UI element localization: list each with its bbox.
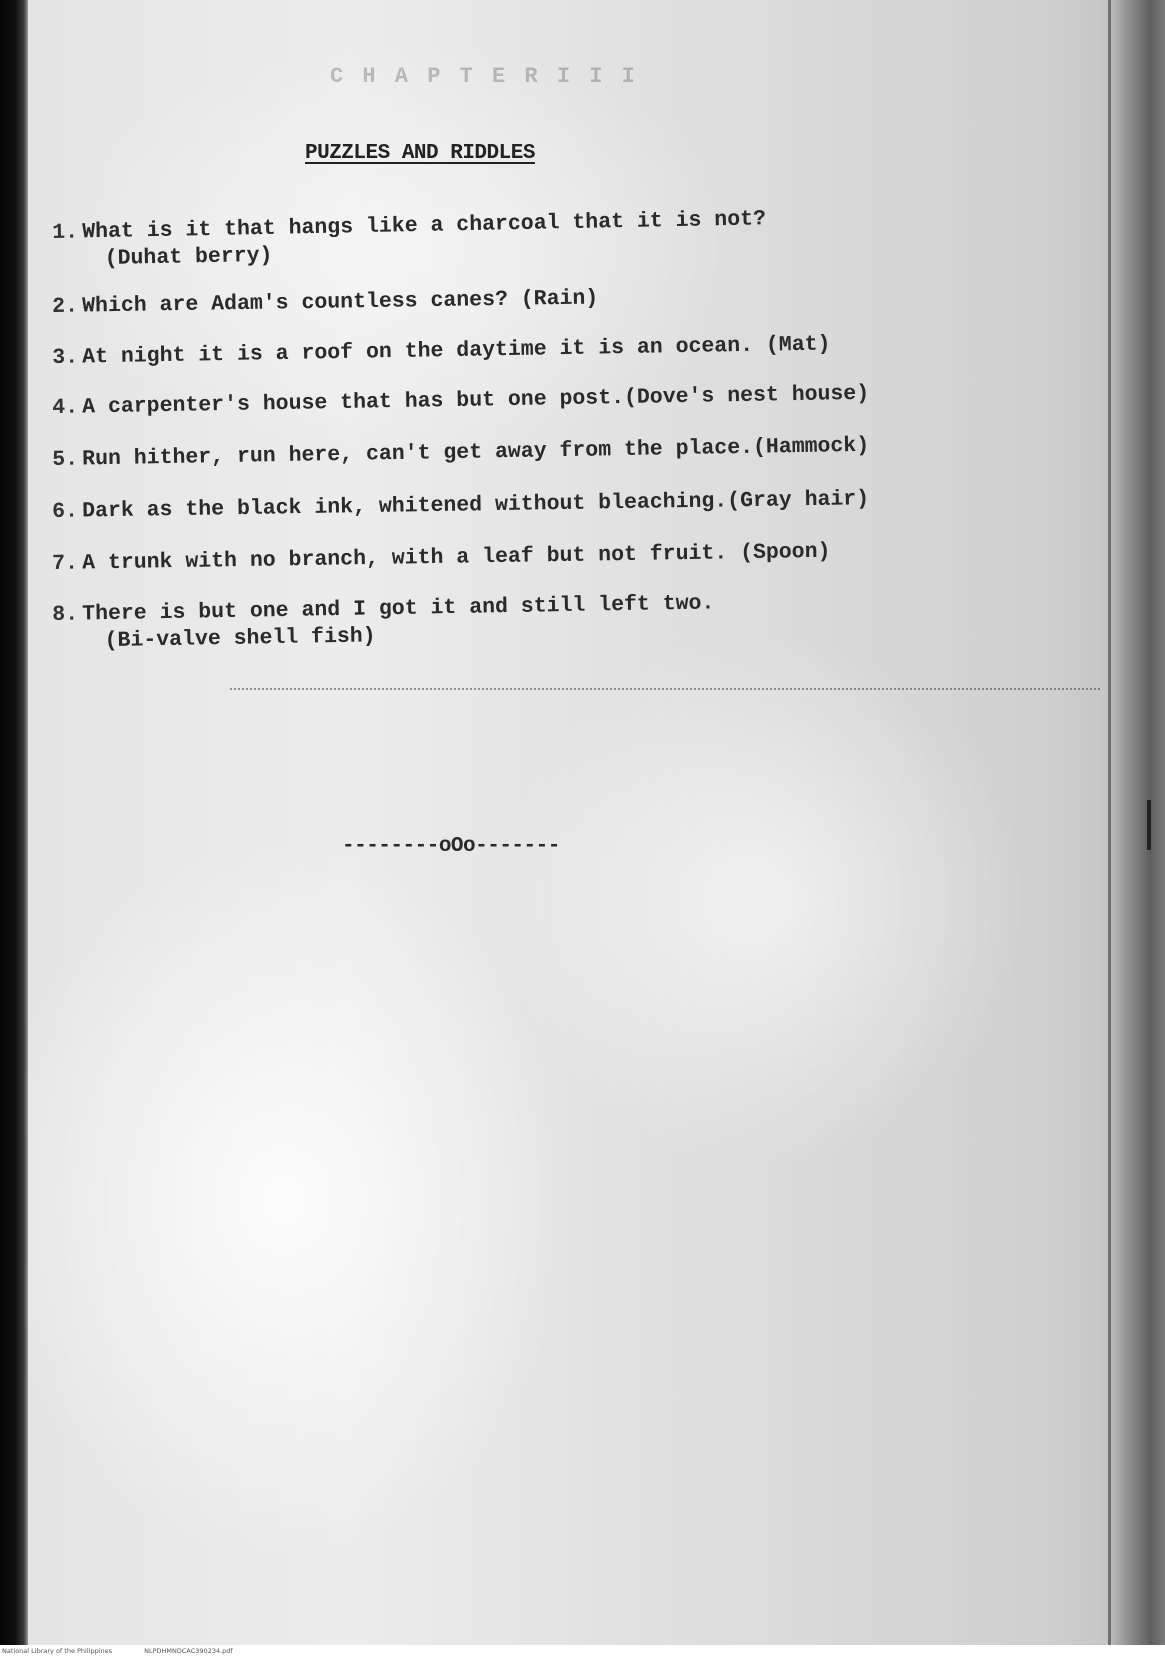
page-fold-line bbox=[1108, 0, 1111, 1645]
riddle-item-2 bbox=[52, 278, 1092, 321]
riddle-number: 8. bbox=[52, 602, 79, 627]
riddle-text: There is but one and I got it and still left two. bbox=[82, 591, 715, 627]
riddle-item-6 bbox=[52, 483, 1092, 526]
footer-file-id: NLPDHMNDCAC390234.pdf bbox=[144, 1647, 233, 1655]
riddle-text: Which are Adam's countless canes? (Rain) bbox=[82, 286, 599, 319]
riddle-text: Run hither, run here, can't get away from the place.(Hammock) bbox=[82, 433, 870, 472]
page-left-shadow bbox=[0, 0, 28, 1645]
page-right-shadow bbox=[1107, 0, 1165, 1645]
end-separator: --------oOo------- bbox=[342, 835, 560, 858]
riddle-number: 1. bbox=[52, 220, 79, 245]
riddle-item-7 bbox=[52, 535, 1092, 578]
riddle-text: A trunk with no branch, with a leaf but not fruit. (Spoon) bbox=[82, 539, 831, 576]
riddle-number: 6. bbox=[52, 499, 79, 524]
riddle-item-8 bbox=[52, 584, 1093, 656]
riddle-text: What is it that hangs like a charcoal that it is not? bbox=[82, 207, 767, 245]
riddle-text: A carpenter's house that has but one post.(Dove's nest house) bbox=[82, 381, 870, 420]
riddle-number: 2. bbox=[52, 294, 79, 319]
page-edge-mark bbox=[1147, 800, 1151, 850]
riddle-text: At night it is a roof on the daytime it is an ocean. (Mat) bbox=[82, 332, 831, 370]
riddle-number: 4. bbox=[52, 395, 79, 420]
riddle-item-4 bbox=[52, 377, 1092, 422]
dotted-rule bbox=[230, 688, 1100, 690]
footer-library-name: National Library of the Philippines bbox=[2, 1647, 113, 1655]
riddle-item-1 bbox=[52, 200, 1093, 274]
page-title: PUZZLES AND RIDDLES bbox=[305, 142, 535, 165]
riddle-number: 7. bbox=[52, 551, 79, 576]
riddle-item-5 bbox=[52, 429, 1092, 474]
faded-chapter-heading: C H A P T E R I I I bbox=[330, 64, 638, 89]
riddle-answer: (Duhat berry) bbox=[104, 243, 273, 271]
riddle-list bbox=[52, 207, 1092, 656]
riddle-number: 3. bbox=[52, 345, 79, 370]
riddle-answer: (Bi-valve shell fish) bbox=[104, 624, 376, 654]
riddle-item-3 bbox=[52, 327, 1092, 372]
scan-footer bbox=[0, 1645, 1165, 1658]
riddle-number: 5. bbox=[52, 447, 79, 472]
riddle-text: Dark as the black ink, whitened without bleaching.(Gray hair) bbox=[82, 487, 870, 524]
